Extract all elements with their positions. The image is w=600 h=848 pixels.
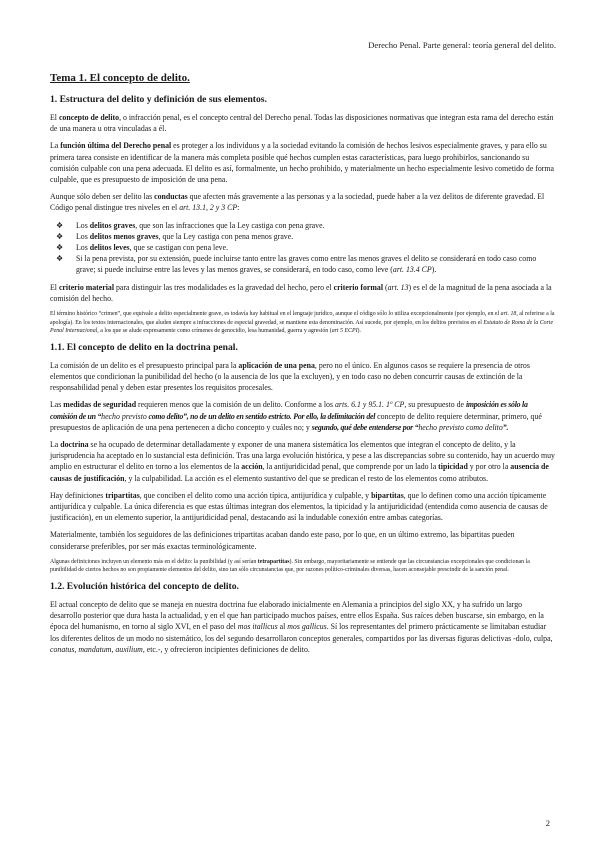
running-header: Derecho Penal. Parte general: teoría general del delito. [368, 40, 556, 50]
paragraph: La comisión de un delito es el presupuesto principal para la aplicación de una pena, pero no el único. En algunos casos se requiere la presencia de otros elementos que condicionan la punibilidad del hecho (o la ausencia de los que la excluyen), y en todo caso no deben concurrir causas de extinción de la responsabilidad penal y deben estar presentes los requisitos procesales. [50, 360, 530, 393]
paragraph: Materialmente, también los seguidores de las definiciones tripartitas acaban dando este paso, por lo que, en un último extremo, las bipartitas pueden considerarse preferibles, por ser más exactas terminológicamente. [50, 530, 515, 551]
paragraph: La doctrina se ha ocupado de determinar detalladamente y exponer de una manera sistemática los elementos que integran el concepto de delito, y la jurisprudencia ha aceptado en lo sustancial esta definición. Tras una larga evolución histórica, y pese a las discrepancias sobre su contenido, hay un acuerdo muy amplio en estructurar el delito en torno a los elementos de la acción, la antijuridicidad penal, que comprende por un lado la tipicidad y por otro la ausencia de causas de justificación, y la culpabilidad. La acción es el elemento sustantivo del que se predican el resto de los elementos como atributos. [50, 440, 555, 483]
note-paragraph: Algunas definiciones incluyen un elemento más en el delito: la punibilidad (y así serían tetrapartitas). Sin embargo, mayoritariamente se entiende que las circunstancias excepcionales que condicionan la punibilidad de ciertos hechos no son propiamente elementos del delito, sino tan sólo circunstancias que, por razones político-criminales diversas, hacen aconsejable prescindir de la sanción penal. [50, 558, 530, 574]
diamond-bullet-icon: ❖ [56, 231, 64, 241]
section-heading-1: 1. Estructura del delito y definición de sus elementos. [50, 94, 267, 105]
diamond-bullet-icon: ❖ [56, 220, 64, 230]
list-item: ❖ Los delitos graves, que son las infracciones que la Ley castiga con pena grave. [56, 220, 325, 230]
section-heading-1-1: 1.1. El concepto de delito en la doctrina penal. [50, 341, 238, 353]
paragraph: La función última del Derecho penal es proteger a los individuos y a la sociedad evitando la comisión de hechos lesivos especialmente graves, y para ello su primera tarea consiste en identificar de la manera más completa posible qué hechos cumplen estas características, para luego prohibirlos, sancionando su comisión culpable con una pena adecuada. El delito es así, formalmente, un hecho prohibido, y materialmente un hecho especialmente lesivo cometido de forma culpable, que es presupuesto de imposición de una pena. [50, 141, 555, 185]
list-item: ❖ Los delitos menos graves, que la Ley castiga con pena menos grave. [56, 231, 294, 241]
page-number: 2 [545, 818, 550, 828]
page-content [50, 72, 555, 661]
list-item: ❖ Los delitos leves, que se castigan con pena leve. [56, 243, 229, 253]
paragraph: Aunque sólo deben ser delito las conductas que afecten más gravemente a las personas y a la sociedad, puede haber a la vez delitos de diferente gravedad. El Código penal distingue tres niveles en el art. 13.1, 2 y 3 CP: [50, 192, 545, 213]
offense-levels-list [50, 220, 555, 276]
section-heading-1-2: 1.2. Evolución histórica del concepto de delito. [50, 581, 239, 593]
paragraph: Las medidas de seguridad requieren menos que la comisión de un delito. Conforme a los arts. 6.1 y 95.1. 1º CP, su presupuesto de imposición es sólo la comisión de un “hecho previsto como delito”, no de un delito en sentido estricto. Por ello, la delimitación del concepto de delito requiere determinar, primero, qué presupuestos de aplicación de una pena pertenecen a dicho concepto y cuáles no; y segundo, qué debe entenderse por “hecho previsto como delito”. [50, 400, 542, 432]
page-title: Tema 1. El concepto de delito. [50, 72, 190, 84]
note-paragraph: El término histórico “crimen”, que equivale a delito especialmente grave, es todavía hay habitual en el lenguaje jurídico, aunque el código sólo lo utiliza excepcionalmente (por ejemplo, en el art. 18, al referirse a la apología). En los textos internacionales, que aluden siempre a infracciones de especial gravedad, se mantiene esta denominación. Así sucede, por ejemplo, en los delitos previstos en el Estatuto de Roma de la Corte Penal Internacional, a los que se alude expresamente como crímenes de genocidio, lesa humanidad, guerra y agresión (art 5 ECPI). [50, 311, 555, 335]
diamond-bullet-icon: ❖ [56, 254, 64, 264]
paragraph: Hay definiciones tripartitas, que conciben el delito como una acción típica, antijurídica y culpable, y bipartitas, que lo definen como una acción típicamente antijurídica y culpable. La única diferencia es que estas últimas integran dos elementos, la tipicidad y la antijuridicidad (entendida como ausencia de causas de justificación), en un elemento superior, la antijuridicidad penal, destacando así la indudable conexión entre ambas categorías. [50, 490, 548, 523]
paragraph: El criterio material para distinguir las tres modalidades es la gravedad del hecho, pero el criterio formal (art. 13) es el de la magnitud de la pena asociada a la comisión del hecho. [50, 282, 552, 303]
diamond-bullet-icon: ❖ [56, 243, 64, 253]
paragraph: El actual concepto de delito que se maneja en nuestra doctrina fue elaborado inicialmente en Alemania a principios del siglo XX, y ha sufrido un largo desarrollo posterior que dura hasta la actualidad, y en el que han participado muchos países, entre ellos España. Sus raíces deben buscarse, sin embargo, en la época del humanismo, en torno al siglo XVI, en el paso del mos itallicus al mos gallicus. Sí los representantes del primero prácticamente se limitaban estudiar los diferentes delitos de un modo no sistemático, los del segundo desarrollaron conceptos generales, compartidos por las diversas figuras delictivas -dolo, culpa, conatus, mandatum, auxilium, etc.-, y ofrecieron incipientes definiciones de delito. [50, 600, 553, 654]
list-item: ❖ Si la pena prevista, por su extensión, puede incluirse tanto entre las graves como entre las menos graves el delito se considerará en todo caso como grave; si puede incluirse entre las leves y las menos graves, se considerará, en todo caso, como leve (art. 13.4 CP). [56, 254, 537, 275]
paragraph: El concepto de delito, o infracción penal, es el concepto central del Derecho penal. Todas las disposiciones normativas que integran esta rama del derecho están de una manera u otra vinculadas a él. [50, 113, 554, 134]
